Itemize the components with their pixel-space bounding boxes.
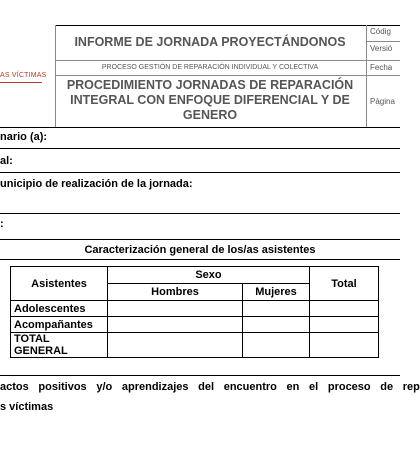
impacts-word: proceso xyxy=(327,381,371,393)
procedure-title-line-3: GENERO xyxy=(182,108,238,122)
field-territorial: al: xyxy=(0,155,13,167)
header-bottom-border xyxy=(0,127,400,128)
impacts-word: positivos xyxy=(38,381,87,393)
cell-mujeres[interactable] xyxy=(243,333,310,358)
header-rule-1 xyxy=(55,60,400,61)
meta-code-label: Códig xyxy=(370,27,391,36)
header-mujeres: Mujeres xyxy=(243,284,310,301)
header-hombres: Hombres xyxy=(108,284,243,301)
impacts-word: aprendizajes xyxy=(121,381,189,393)
meta-version-label: Versió xyxy=(370,44,393,53)
cell-total[interactable] xyxy=(310,301,379,317)
header-asistentes: Asistentes xyxy=(11,267,108,301)
impacts-word: de xyxy=(380,381,394,393)
row-label-acompanantes: Acompañantes xyxy=(11,317,108,333)
cell-total[interactable] xyxy=(310,317,379,333)
meta-rule-1 xyxy=(366,41,400,42)
impacts-word: rep xyxy=(402,381,420,393)
impacts-heading-line-1 xyxy=(0,381,420,393)
impacts-word: del xyxy=(198,381,215,393)
field-municipio: unicipio de realización de la jornada: xyxy=(0,178,193,190)
report-title: INFORME DE JORNADA PROYECTÁNDONOS xyxy=(74,35,346,49)
cell-hombres[interactable] xyxy=(108,301,243,317)
table-row xyxy=(11,317,379,333)
process-name: PROCESO GESTIÓN DE REPARACIÓN INDIVIDUAL Y COLECTIVA xyxy=(101,64,319,71)
cell-total[interactable] xyxy=(310,333,379,358)
logo-text: AS VÍCTIMAS xyxy=(0,72,47,79)
section-rule xyxy=(0,259,400,260)
procedure-title-line-2: INTEGRAL CON ENFOQUE DIFERENCIAL Y DE xyxy=(70,93,350,107)
meta-page-label: Página xyxy=(370,97,395,106)
row-label-total-general: TOTAL GENERAL xyxy=(11,333,108,358)
impacts-word: actos xyxy=(0,381,29,393)
impacts-word: el xyxy=(309,381,319,393)
impacts-heading-line-2: s víctimas xyxy=(0,401,54,413)
header-rule-2 xyxy=(55,75,400,76)
cell-hombres[interactable] xyxy=(108,333,243,358)
field-rule-4 xyxy=(0,239,400,240)
field-rule-3 xyxy=(0,213,400,214)
row-label-adolescentes: Adolescentes xyxy=(11,301,108,317)
cell-hombres[interactable] xyxy=(108,317,243,333)
cell-mujeres[interactable] xyxy=(243,317,310,333)
header-top-border xyxy=(55,25,400,26)
field-funcionario: nario (a): xyxy=(0,131,48,143)
section-title: Caracterización general de los/as asistentes xyxy=(84,244,316,256)
header-total: Total xyxy=(310,267,379,301)
impacts-word: en xyxy=(286,381,300,393)
meta-date-label: Fecha xyxy=(370,63,393,72)
attendees-table xyxy=(10,266,379,358)
table-row xyxy=(11,301,379,317)
procedure-title xyxy=(55,78,365,123)
field-rule-1 xyxy=(0,148,400,149)
bottom-rule xyxy=(0,375,400,376)
table-row xyxy=(11,333,379,358)
impacts-word: encuentro xyxy=(223,381,277,393)
cell-mujeres[interactable] xyxy=(243,301,310,317)
impacts-word: y/o xyxy=(96,381,113,393)
logo-divider xyxy=(0,82,42,83)
procedure-title-line-1: PROCEDIMIENTO JORNADAS DE REPARACIÓN xyxy=(66,78,354,92)
field-fecha: : xyxy=(0,218,4,230)
field-rule-2 xyxy=(0,172,400,173)
header-sexo: Sexo xyxy=(108,267,310,284)
